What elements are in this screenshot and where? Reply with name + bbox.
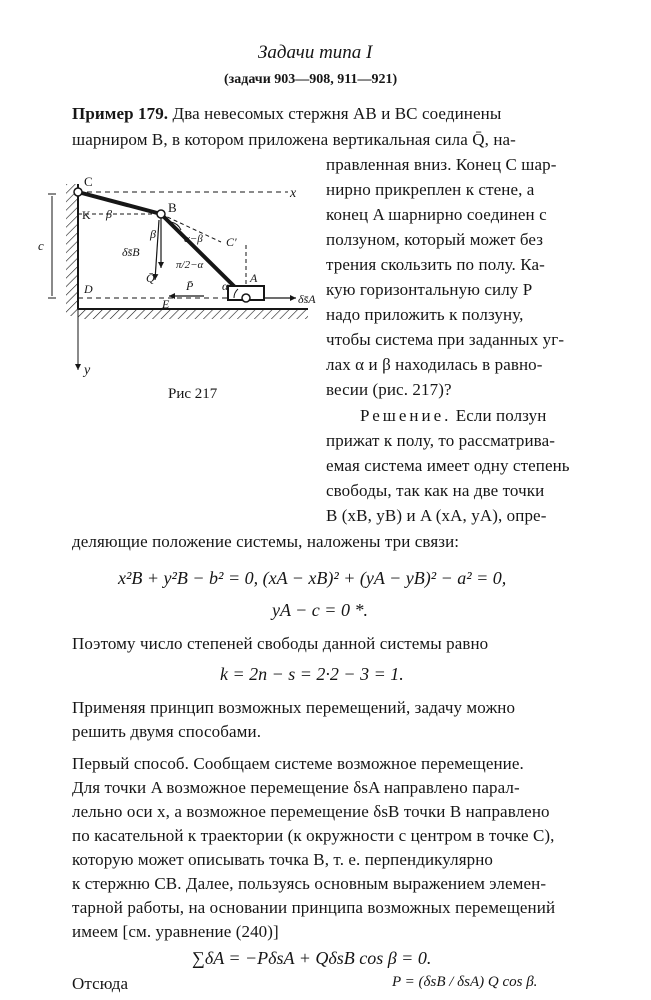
hinge-b	[157, 210, 165, 218]
section-subtitle: (задачи 903—908, 911—921)	[224, 72, 398, 87]
result-equation: P = (δsB / δsA) Q cos β.	[392, 974, 538, 990]
constraint-equation-2: yA − c = 0 *.	[272, 600, 368, 620]
section-title: Задачи типа I	[258, 42, 373, 63]
wall-hatching	[66, 184, 78, 316]
example-wrap-7: надо приложить к ползуну,	[326, 305, 524, 324]
solution-wrap-4: свободы, так как на две точки	[326, 481, 545, 500]
first-method-line-2: Для точки A возможное перемещение δsA направлено парал-	[72, 778, 520, 797]
floor-hatching	[78, 309, 308, 319]
solution-heading: Решение.	[360, 406, 452, 425]
solution-line-full: деляющие положение системы, наложены три связи:	[72, 532, 460, 551]
solution-wrap-5: B (xB, yB) и A (xA, yA), опре-	[326, 506, 547, 525]
first-method-line-3: лельно оси x, а возможное перемещение δsB точки B направлено	[72, 802, 550, 821]
example-wrap-3: конец A шарнирно соединен с	[326, 205, 547, 224]
example-label: Пример 179.	[72, 104, 169, 123]
label-K: K	[82, 208, 91, 222]
example-wrap-9: лах α и β находилась в равно-	[326, 355, 543, 374]
label-C: C	[84, 174, 93, 189]
label-beta-top: β	[106, 207, 112, 221]
example-wrap-2: нирно прикреплен к стене, а	[326, 180, 535, 199]
label-P: P̄	[186, 279, 194, 293]
solution-line-1-text: Если ползун	[455, 406, 547, 425]
first-method-line-7: тарной работы, на основании принципа возможных перемещений	[72, 898, 556, 917]
example-wrap-5: трения скользить по полу. Ка-	[326, 255, 545, 274]
first-method-line-8: имеем [см. уравнение (240)]	[72, 922, 279, 941]
example-wrap-8: чтобы система при заданных уг-	[326, 330, 565, 349]
example-wrap-1: правленная вниз. Конец C шар-	[326, 155, 557, 174]
label-A: A	[250, 271, 258, 285]
first-method-line-6: к стержню CB. Далее, пользуясь основным выражением элемен-	[72, 874, 547, 893]
example-wrap-6: кую горизонтальную силу P	[326, 280, 533, 299]
first-method-line-5: которую может описывать точка B, т. е. перпендикулярно	[72, 850, 494, 869]
solution-wrap-3: емая система имеет одну степень	[326, 456, 570, 475]
constraint-equation-1: x²B + y²B − b² = 0, (xA − xB)² + (yA − yB)² − a² = 0,	[118, 568, 507, 588]
methods-line-1: Применяя принцип возможных перемещений, задачу можно	[72, 698, 516, 717]
label-c: c	[38, 238, 44, 253]
label-pi-over-2-minus-alpha: π/2−α	[176, 259, 204, 271]
label-B: B	[168, 200, 177, 215]
label-alpha: α	[222, 279, 229, 293]
example-line-1	[72, 104, 501, 124]
label-E: E	[162, 297, 170, 311]
figure-217	[36, 172, 326, 382]
label-Q: Q̄	[146, 271, 155, 285]
hinge-c	[74, 188, 82, 196]
label-x: x	[290, 186, 297, 201]
dof-text: Поэтому число степеней свободы данной системы равно	[72, 634, 489, 653]
first-method-line-4: по касательной к траектории (к окружности с центром в точке C),	[72, 826, 555, 845]
example-wrap-10: весии (рис. 217)?	[326, 380, 452, 399]
example-wrap-4: ползуном, который может без	[326, 230, 544, 249]
label-y: y	[84, 363, 91, 378]
example-line-1-text: Два невесомых стержня AB и BC соединены	[172, 104, 502, 123]
hinge-a	[242, 294, 250, 302]
solution-line-1	[360, 406, 546, 426]
example-line-2: шарниром B, в котором приложена вертикальная сила Q̄, на-	[72, 130, 516, 149]
label-dsB: δs̄B	[122, 245, 140, 259]
label-C-prime: C′	[226, 235, 237, 249]
solution-wrap-2: прижат к полу, то рассматрива-	[326, 431, 555, 450]
first-method-line-1: Первый способ. Сообщаем системе возможное перемещение.	[72, 754, 524, 773]
figure-caption: Рис 217	[168, 386, 218, 402]
methods-line-2: решить двумя способами.	[72, 722, 262, 741]
label-alpha-minus-beta: α−β	[184, 233, 203, 245]
virtual-work-equation: ∑δA = −PδsA + QδsB cos β = 0.	[192, 948, 432, 968]
label-beta: β	[150, 227, 156, 241]
hence-label: Отсюда	[72, 974, 129, 993]
label-D: D	[84, 282, 93, 296]
label-dsA: δs̄A	[298, 292, 316, 306]
dof-equation: k = 2n − s = 2·2 − 3 = 1.	[220, 664, 404, 684]
